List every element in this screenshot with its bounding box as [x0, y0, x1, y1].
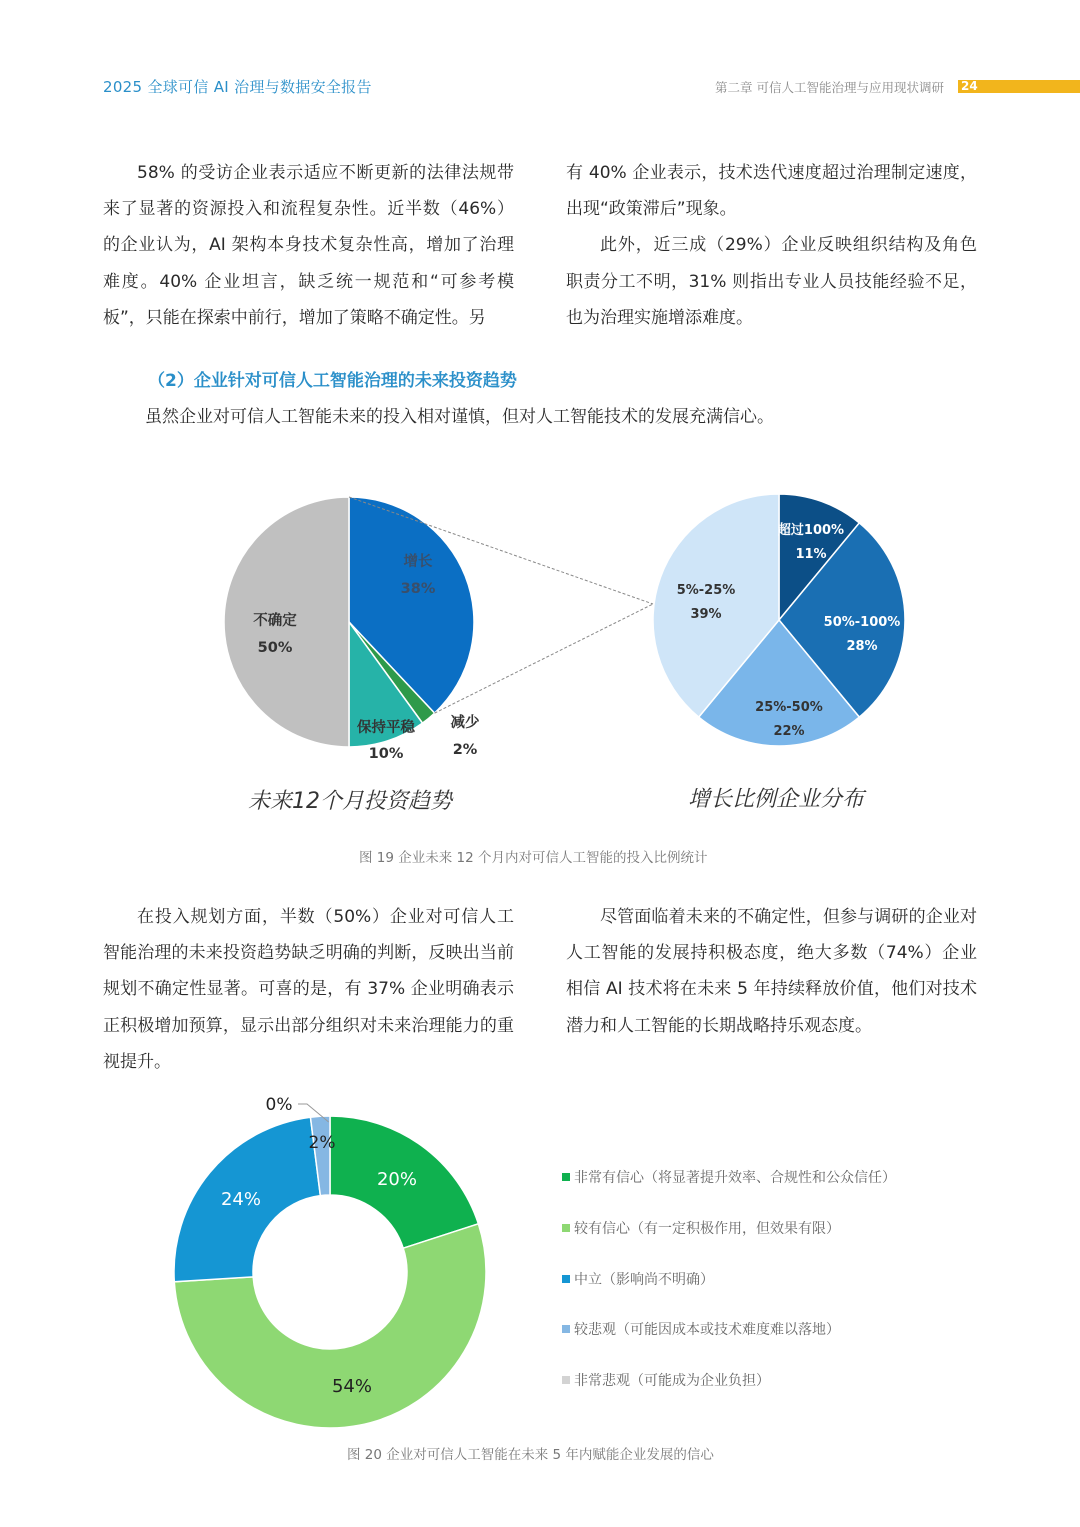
paragraph: 尽管面临着未来的不确定性，但参与调研的企业对人工智能的发展持积极态度，绝大多数（74%）企业相信 AI 技术将在未来 5 年持续释放价值，他们对技术潜力和人工智能的长期战略持乐观态度。 — [566, 907, 977, 1036]
legend-swatch — [562, 1275, 570, 1283]
donut-confidence — [174, 1116, 486, 1428]
data-label: 24% — [220, 1189, 262, 1210]
data-label: 39% — [690, 607, 722, 622]
data-label: 10% — [368, 746, 404, 762]
data-label: 54% — [331, 1376, 373, 1397]
text-column-right-2 — [566, 899, 977, 1044]
data-label: 20% — [376, 1169, 418, 1190]
data-label: 25%-50% — [755, 700, 823, 715]
chart-title-investment-trend: 未来12个月投资趋势 — [248, 789, 452, 814]
data-label: 5%-25% — [676, 583, 736, 598]
data-label: 不确定 — [253, 613, 297, 629]
donut-legend — [562, 1152, 896, 1405]
page-number: 24 — [961, 79, 978, 93]
figure-19-caption: 图 19 企业未来 12 个月内对可信人工智能的投入比例统计 — [359, 850, 708, 866]
chapter-title: 第二章 可信人工智能治理与应用现状调研 — [715, 80, 944, 95]
legend-label: 较悲观（可能因成本或技术难度难以落地） — [574, 1322, 840, 1339]
paragraph: 此外，近三成（29%）企业反映组织结构及角色职责分工不明，31% 则指出专业人员技能经验不足，也为治理实施增添难度。 — [566, 235, 977, 328]
chart-title-growth-distribution: 增长比例企业分布 — [688, 787, 865, 812]
legend-item — [562, 1203, 896, 1254]
data-label: 28% — [846, 639, 878, 654]
data-label: 50%-100% — [823, 615, 901, 630]
legend-swatch — [562, 1376, 570, 1384]
paragraph: 有 40% 企业表示，技术迭代速度超过治理制定速度，出现“政策滞后”现象。 — [566, 163, 977, 220]
legend-label: 中立（影响尚不明确） — [574, 1271, 714, 1288]
data-label: 38% — [400, 581, 436, 597]
section-subtitle: 虽然企业对可信人工智能未来的投入相对谨慎，但对人工智能技术的发展充满信心。 — [145, 407, 774, 427]
text-column-right-1 — [566, 155, 977, 336]
legend-swatch — [562, 1224, 570, 1232]
figure-19-pie-charts — [0, 470, 1080, 780]
data-label: 11% — [795, 547, 827, 562]
paragraph: 58% 的受访企业表示适应不断更新的法律法规带来了显著的资源投入和流程复杂性。近半数（46%）的企业认为，AI 架构本身技术复杂性高，增加了治理难度。40% 企业坦言，缺乏统一规范和“可参考模板”，只能在探索中前行，增加了策略不确定性。另 — [103, 163, 514, 328]
data-label: 22% — [773, 724, 805, 739]
legend-label: 较有信心（有一定积极作用，但效果有限） — [574, 1221, 840, 1238]
legend-swatch — [562, 1325, 570, 1333]
legend-label: 非常悲观（可能成为企业负担） — [574, 1373, 770, 1390]
figure-20-donut-chart — [150, 1085, 530, 1435]
data-label: 增长 — [403, 554, 433, 570]
paragraph: 在投入规划方面，半数（50%）企业对可信人工智能治理的未来投资趋势缺乏明确的判断，反映出当前规划不确定性显著。可喜的是，有 37% 企业明确表示正积极增加预算，显示出部分组织对未来治理能力的重视提升。 — [103, 907, 514, 1072]
section-title: （2）企业针对可信人工智能治理的未来投资趋势 — [148, 371, 517, 391]
text-column-left-1 — [103, 155, 514, 336]
legend-swatch — [562, 1173, 570, 1181]
report-title: 2025 全球可信 AI 治理与数据安全报告 — [103, 78, 372, 96]
legend-label: 非常有信心（将显著提升效率、合规性和公众信任） — [574, 1170, 896, 1187]
data-label: 2% — [308, 1133, 336, 1153]
data-label: 超过100% — [777, 523, 845, 538]
legend-item — [562, 1152, 896, 1203]
data-label: 2% — [452, 742, 478, 758]
data-label: 保持平稳 — [357, 720, 415, 736]
data-label: 50% — [257, 640, 293, 656]
legend-item — [562, 1304, 896, 1355]
legend-item — [562, 1355, 896, 1406]
text-column-left-2 — [103, 899, 514, 1080]
data-label: 减少 — [450, 715, 480, 731]
data-label: 0% — [265, 1095, 293, 1115]
figure-20-caption: 图 20 企业对可信人工智能在未来 5 年内赋能企业发展的信心 — [347, 1447, 714, 1463]
legend-item — [562, 1253, 896, 1304]
